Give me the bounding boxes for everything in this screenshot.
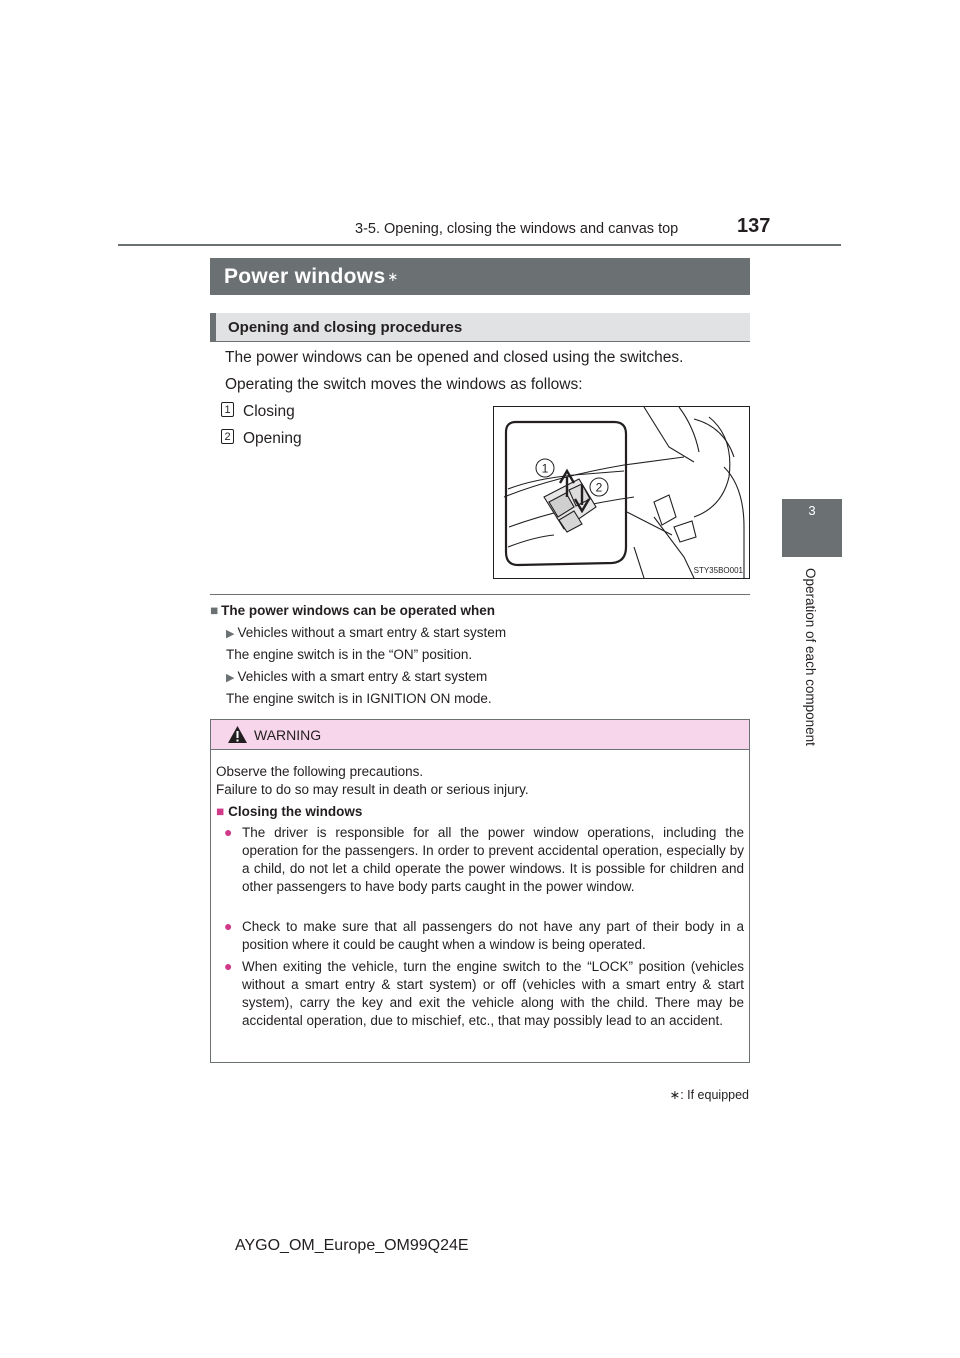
chapter-tab bbox=[782, 499, 842, 557]
warning-triangle-icon bbox=[227, 725, 248, 744]
subsection-rule bbox=[210, 341, 750, 342]
bullet-dot-icon: ● bbox=[224, 918, 233, 934]
subsection-heading-bar bbox=[210, 313, 750, 341]
note-heading-text: The power windows can be operated when bbox=[221, 603, 495, 618]
header-section-title: 3-5. Opening, closing the windows and canvas top bbox=[355, 221, 679, 237]
note-vehicle-2 bbox=[226, 669, 487, 684]
warning-bullet-2: Check to make sure that all passengers do not have any part of their body in a position where it could be caught when a window is being operated. bbox=[242, 919, 744, 952]
warning-box bbox=[210, 719, 750, 1063]
square-bullet-icon: ■ bbox=[216, 804, 225, 819]
warning-line-2: Failure to do so may result in death or serious injury. bbox=[216, 782, 529, 797]
if-equipped-mark: ∗ bbox=[387, 268, 399, 284]
bullet-dot-icon: ● bbox=[224, 824, 233, 840]
header-rule bbox=[118, 244, 841, 246]
intro-text-1: The power windows can be opened and closed using the switches. bbox=[225, 349, 684, 366]
warning-bullet-3: When exiting the vehicle, turn the engine switch to the “LOCK” position (vehicles without a smart entry & start system) or off (vehicles with a smart entry & start system), carry the key and exit the vehicle along with the child. There may be accidental operation, due to mischief, etc., that may possibly lead to an accident. bbox=[242, 959, 744, 1028]
chapter-side-title bbox=[802, 568, 818, 760]
switch-drawing bbox=[494, 407, 749, 578]
svg-text:2: 2 bbox=[595, 480, 603, 495]
callout-1 bbox=[536, 459, 554, 477]
item-number-2: 2 bbox=[221, 429, 234, 444]
note-vehicle-2-text: Vehicles with a smart entry & start system bbox=[237, 669, 488, 684]
warning-subheading bbox=[216, 803, 362, 821]
note-vehicle-1-text: Vehicles without a smart entry & start system bbox=[237, 625, 507, 640]
page-number: 137 bbox=[737, 215, 771, 237]
warning-bullet-1: The driver is responsible for all the power window operations, including the operation for the passengers. In order to prevent accidental operation, especially by a child, do not let a child operate the power windows. It is possible for children and other passengers to have body parts caught in the power window. bbox=[242, 825, 744, 894]
chapter-number: 3 bbox=[808, 503, 816, 518]
section-separator bbox=[210, 594, 750, 595]
note-text-1: The engine switch is in the “ON” position. bbox=[226, 647, 473, 662]
item-label-closing: Closing bbox=[243, 403, 295, 420]
warning-subheading-text: Closing the windows bbox=[228, 804, 363, 819]
footnote-if-equipped: ∗: If equipped bbox=[669, 1088, 749, 1102]
intro-text-2: Operating the switch moves the windows as follows: bbox=[225, 376, 583, 393]
footer-document-id: AYGO_OM_Europe_OM99Q24E bbox=[235, 1237, 469, 1254]
page-title: Power windows bbox=[224, 264, 386, 288]
note-heading bbox=[210, 603, 495, 618]
page-title-bar bbox=[210, 258, 750, 295]
callout-2 bbox=[590, 478, 608, 496]
item-number-1: 1 bbox=[221, 402, 234, 417]
item-label-opening: Opening bbox=[243, 430, 302, 447]
note-vehicle-1 bbox=[226, 625, 506, 640]
warning-label: WARNING bbox=[254, 727, 322, 743]
power-window-switch-illustration bbox=[493, 406, 750, 579]
warning-line-1: Observe the following precautions. bbox=[216, 764, 424, 779]
triangle-arrow-icon: ▶ bbox=[226, 672, 235, 684]
subsection-heading: Opening and closing procedures bbox=[228, 318, 463, 336]
svg-text:1: 1 bbox=[541, 461, 549, 476]
note-text-2: The engine switch is in IGNITION ON mode. bbox=[226, 691, 492, 706]
triangle-arrow-icon: ▶ bbox=[226, 628, 235, 640]
illustration-code: STY35BO001 bbox=[693, 566, 743, 575]
square-bullet-icon: ■ bbox=[210, 603, 219, 618]
warning-header bbox=[211, 720, 749, 750]
bullet-dot-icon: ● bbox=[224, 958, 233, 974]
chapter-title-text: Operation of each component bbox=[803, 568, 818, 746]
